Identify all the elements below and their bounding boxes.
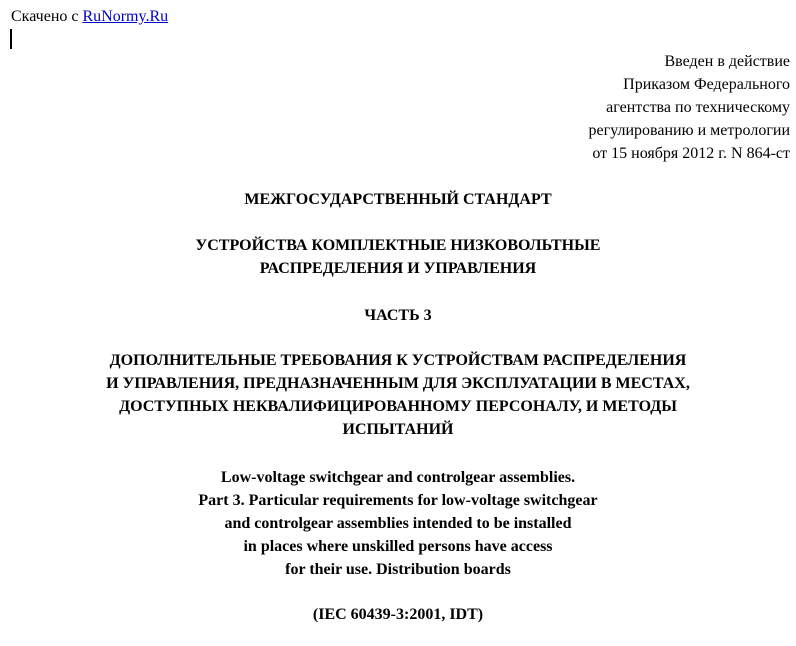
approval-line: от 15 ноября 2012 г. N 864-ст <box>592 145 790 162</box>
document-subtitle <box>0 349 796 441</box>
source-prefix: Скачено с <box>11 8 79 25</box>
document-title <box>0 234 796 280</box>
subtitle-line: ИСПЫТАНИЙ <box>342 421 454 438</box>
approval-line: Введен в действие <box>664 53 790 70</box>
standard-type-text: МЕЖГОСУДАРСТВЕННЫЙ СТАНДАРТ <box>244 191 552 208</box>
iec-reference-text: (IEC 60439-3:2001, IDT) <box>312 606 484 623</box>
approval-line: Приказом Федерального <box>623 76 790 93</box>
approval-line: регулированию и метрологии <box>588 122 790 139</box>
iec-reference <box>0 603 796 626</box>
english-title-line: Low-voltage switchgear and controlgear assemblies. <box>220 469 576 486</box>
standard-type <box>0 188 796 211</box>
subtitle-line: ДОПОЛНИТЕЛЬНЫЕ ТРЕБОВАНИЯ К УСТРОЙСТВАМ РАСПРЕДЕЛЕНИЯ <box>109 352 687 369</box>
approval-line: агентства по техническому <box>606 99 790 116</box>
english-title-line: for their use. Distribution boards <box>285 561 511 578</box>
english-title <box>0 466 796 581</box>
english-title-line: in places where unskilled persons have access <box>243 538 553 555</box>
text-cursor <box>10 29 12 49</box>
part-text: ЧАСТЬ 3 <box>364 307 432 324</box>
title-line: РАСПРЕДЕЛЕНИЯ И УПРАВЛЕНИЯ <box>259 260 537 277</box>
source-link[interactable]: RuNormy.Ru <box>82 8 169 25</box>
title-line: УСТРОЙСТВА КОМПЛЕКТНЫЕ НИЗКОВОЛЬТНЫЕ <box>195 237 601 254</box>
english-title-line: and controlgear assemblies intended to be installed <box>224 515 572 532</box>
english-title-line: Part 3. Particular requirements for low-voltage switchgear <box>198 492 598 509</box>
subtitle-line: И УПРАВЛЕНИЯ, ПРЕДНАЗНАЧЕННЫМ ДЛЯ ЭКСПЛУАТАЦИИ В МЕСТАХ, <box>106 375 690 392</box>
source-line <box>11 5 168 28</box>
approval-block <box>589 50 790 165</box>
subtitle-line: ДОСТУПНЫХ НЕКВАЛИФИЦИРОВАННОМУ ПЕРСОНАЛУ, И МЕТОДЫ <box>119 398 677 415</box>
part-heading <box>0 304 796 327</box>
